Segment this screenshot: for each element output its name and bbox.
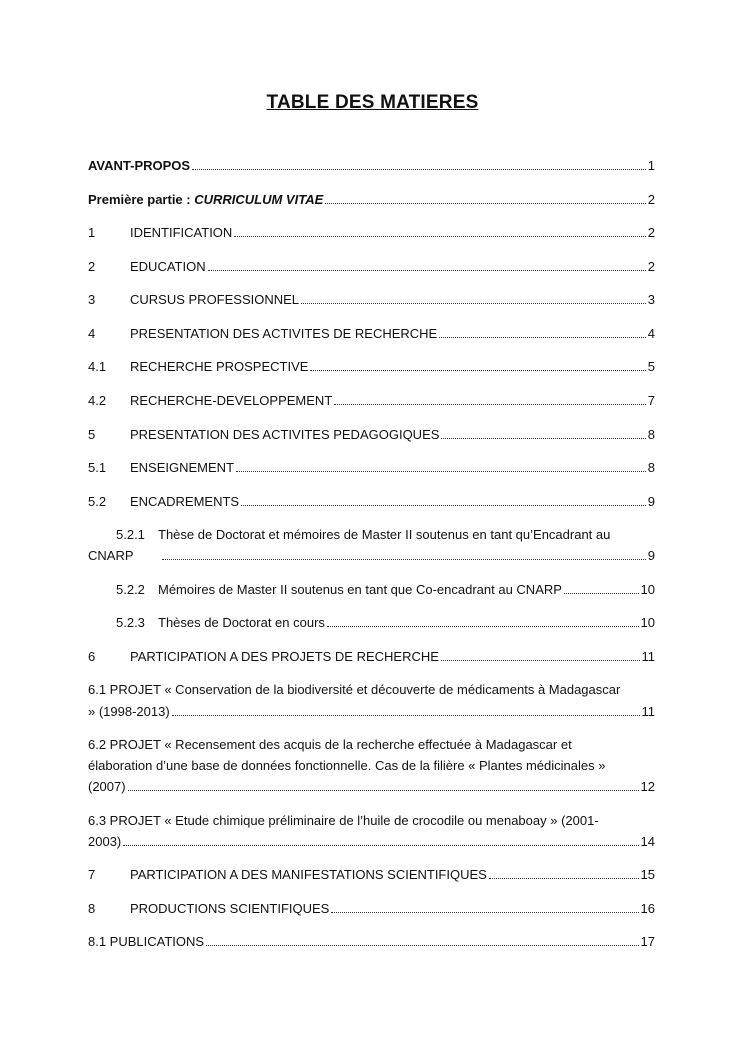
toc-label: 8.1 PUBLICATIONS	[88, 934, 205, 949]
toc-page-number: 5	[647, 359, 655, 374]
toc-entry-identification[interactable]	[88, 225, 655, 241]
toc-entry-these-encadrant-line2[interactable]	[88, 548, 655, 564]
toc-page-number: 14	[640, 834, 655, 849]
toc-page-number: 15	[640, 867, 655, 882]
toc-page-number: 10	[640, 582, 655, 597]
dot-leader	[310, 367, 645, 371]
toc-page-number: 2	[647, 259, 655, 274]
toc-entry-theses-en-cours[interactable]	[116, 615, 655, 631]
toc-page-number: 10	[640, 615, 655, 630]
toc-number: 5.2.2	[116, 582, 145, 597]
toc-entry-encadrements[interactable]	[88, 494, 655, 510]
toc-page-number: 8	[647, 460, 655, 475]
toc-label: 6.1 PROJET « Conservation de la biodiversité et découverte de médicaments à Madagascar	[88, 682, 621, 697]
toc-entry-projet-crocodile-line1[interactable]	[88, 813, 599, 829]
toc-label: CURSUS PROFESSIONNEL	[130, 292, 300, 307]
dot-leader	[441, 435, 645, 439]
toc-number: 5	[88, 427, 96, 442]
toc-page-number: 2	[647, 192, 655, 207]
toc-number: 5.2	[88, 494, 107, 509]
toc-entry-avant-propos[interactable]	[88, 158, 655, 174]
dot-leader	[241, 502, 646, 506]
toc-entry-enseignement[interactable]	[88, 460, 655, 476]
toc-page-number: 2	[647, 225, 655, 240]
toc-entry-education[interactable]	[88, 259, 655, 275]
toc-label-continued: (2007)	[88, 779, 126, 794]
toc-entry-projet-biodiversite-line1[interactable]	[88, 682, 620, 698]
toc-page-number: 16	[640, 901, 655, 916]
toc-label: AVANT-PROPOS	[88, 158, 191, 173]
dot-leader	[162, 556, 646, 560]
toc-label: Mémoires de Master II soutenus en tant que Co-encadrant au CNARP	[158, 582, 562, 597]
page-title: TABLE DES MATIERES	[266, 92, 479, 113]
toc-entry-publications[interactable]	[88, 934, 655, 950]
toc-label: 6.2 PROJET « Recensement des acquis de la recherche effectuée à Madagascar et	[88, 737, 572, 752]
toc-page-number: 9	[647, 548, 655, 563]
toc-number: 5.2.1	[116, 527, 145, 542]
toc-number: 6	[88, 649, 96, 664]
toc-entry-manifestations[interactable]	[88, 867, 655, 883]
toc-entry-activites-recherche[interactable]	[88, 326, 655, 342]
toc-label: EDUCATION	[130, 259, 206, 274]
toc-entry-activites-pedagogiques[interactable]	[88, 427, 655, 443]
toc-label: PARTICIPATION A DES PROJETS DE RECHERCHE	[130, 649, 439, 664]
dot-leader	[192, 166, 646, 170]
toc-label: 6.3 PROJET « Etude chimique préliminaire de l’huile de crocodile ou menaboay » (2001-	[88, 813, 599, 828]
toc-entry-projet-recensement-line1[interactable]	[88, 737, 572, 753]
dot-leader	[206, 942, 638, 946]
toc-label: ENSEIGNEMENT	[130, 460, 235, 475]
dot-leader	[325, 200, 646, 204]
toc-number: 5.2.3	[116, 615, 145, 630]
toc-entry-these-encadrant-line1[interactable]	[116, 527, 610, 543]
toc-label: Thèse de Doctorat et mémoires de Master II soutenus en tant qu’Encadrant au	[158, 527, 611, 542]
toc-entry-recherche-prospective[interactable]	[88, 359, 655, 375]
dot-leader	[489, 875, 639, 879]
dot-leader	[208, 267, 646, 271]
dot-leader	[564, 590, 639, 594]
toc-label-continued: » (1998-2013)	[88, 704, 170, 719]
toc-label: PRODUCTIONS SCIENTIFIQUES	[130, 901, 330, 916]
toc-label: PRESENTATION DES ACTIVITES DE RECHERCHE	[130, 326, 438, 341]
toc-entry-projet-biodiversite-line2[interactable]	[88, 704, 655, 720]
toc-label: PARTICIPATION A DES MANIFESTATIONS SCIENTIFIQUES	[130, 867, 487, 882]
dot-leader	[234, 233, 645, 237]
toc-entry-recherche-developpement[interactable]	[88, 393, 655, 409]
toc-page-number: 3	[647, 292, 655, 307]
toc-number: 4.1	[88, 359, 107, 374]
toc-page-number: 11	[641, 704, 655, 719]
dot-leader	[334, 401, 646, 405]
toc-label: RECHERCHE-DEVELOPPEMENT	[130, 393, 333, 408]
toc-entry-projets-recherche[interactable]	[88, 649, 655, 665]
dot-leader	[128, 787, 639, 791]
dot-leader	[331, 909, 638, 913]
dot-leader	[301, 300, 646, 304]
toc-number: 3	[88, 292, 96, 307]
dot-leader	[327, 623, 639, 627]
toc-page-number: 9	[647, 494, 655, 509]
toc-number: 4.2	[88, 393, 107, 408]
toc-number: 5.1	[88, 460, 107, 475]
toc-label: Thèses de Doctorat en cours	[158, 615, 325, 630]
toc-entry-projet-recensement-line2[interactable]	[88, 758, 605, 774]
toc-page-number: 11	[641, 649, 655, 664]
toc-entry-projet-recensement-line3[interactable]	[88, 779, 655, 795]
toc-entry-premiere-partie[interactable]	[88, 192, 655, 208]
toc-number: 7	[88, 867, 96, 882]
toc-page-number: 4	[647, 326, 655, 341]
toc-label-continued: CNARP	[88, 548, 134, 563]
toc-page-number: 1	[647, 158, 655, 173]
toc-page-number: 17	[640, 934, 655, 949]
toc-label: Première partie : CURRICULUM VITAE	[88, 192, 324, 207]
toc-label-continued: élaboration d’une base de données fonctionnelle. Cas de la filière « Plantes médicinales »	[88, 758, 606, 773]
toc-number: 4	[88, 326, 96, 341]
toc-entry-projet-crocodile-line2[interactable]	[88, 834, 655, 850]
toc-page-number: 7	[647, 393, 655, 408]
toc-label: ENCADREMENTS	[130, 494, 240, 509]
dot-leader	[123, 842, 638, 846]
toc-label: RECHERCHE PROSPECTIVE	[130, 359, 309, 374]
toc-entry-productions[interactable]	[88, 901, 655, 917]
toc-number: 2	[88, 259, 96, 274]
toc-entry-memoires-co-encadrant[interactable]	[116, 582, 655, 598]
toc-page-number: 12	[640, 779, 655, 794]
toc-number: 8	[88, 901, 96, 916]
toc-entry-cursus[interactable]	[88, 292, 655, 308]
toc-number: 1	[88, 225, 96, 240]
dot-leader	[172, 712, 640, 716]
toc-label: PRESENTATION DES ACTIVITES PEDAGOGIQUES	[130, 427, 440, 442]
dot-leader	[441, 657, 640, 661]
dot-leader	[439, 334, 646, 338]
dot-leader	[236, 468, 646, 472]
toc-label: IDENTIFICATION	[130, 225, 233, 240]
toc-label-continued: 2003)	[88, 834, 122, 849]
toc-page-number: 8	[647, 427, 655, 442]
